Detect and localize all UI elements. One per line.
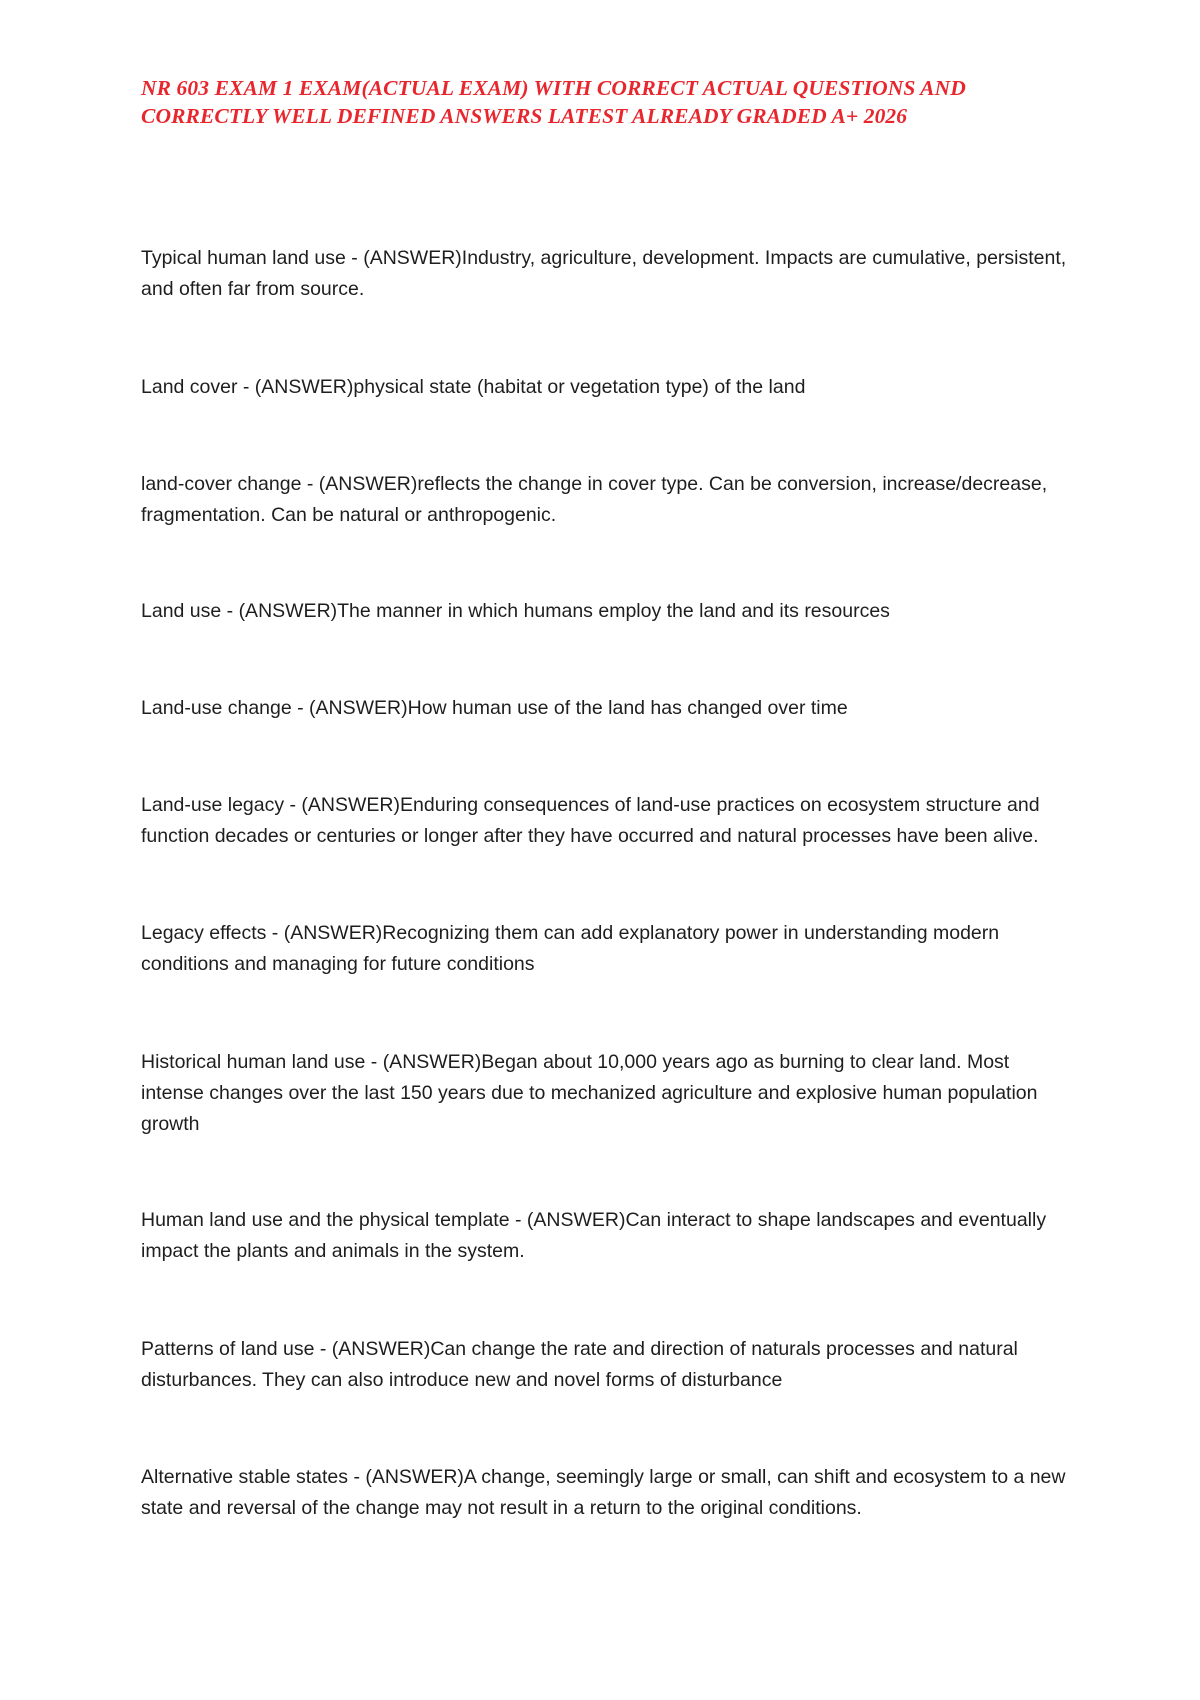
document-title: NR 603 EXAM 1 EXAM(ACTUAL EXAM) WITH CORRECT ACTUAL QUESTIONS AND CORRECTLY WELL DEFINED ANSWERS LATEST ALREADY GRADED A+ 2026 — [141, 76, 966, 128]
qa-entry-human-land-use-physical-template: Human land use and the physical template - (ANSWER)Can interact to shape landscapes and eventually impact the plants and animals in the system. — [141, 1209, 1047, 1262]
qa-entry-land-use-legacy: Land-use legacy - (ANSWER)Enduring consequences of land-use practices on ecosystem structure and function decades or centuries or longer after they have occurred and natural processes have been alive. — [141, 794, 1040, 847]
qa-entry-land-use-change: Land-use change - (ANSWER)How human use of the land has changed over time — [141, 697, 848, 719]
qa-entry-land-cover-change: land-cover change - (ANSWER)reflects the change in cover type. Can be conversion, increase/decrease, fragmentation. Can be natural or anthropogenic. — [141, 473, 1048, 526]
qa-entry-patterns-of-land-use: Patterns of land use - (ANSWER)Can change the rate and direction of naturals processes and natural disturbances. They can also introduce new and novel forms of disturbance — [141, 1338, 1018, 1391]
qa-entry-land-cover: Land cover - (ANSWER)physical state (habitat or vegetation type) of the land — [141, 376, 806, 398]
qa-entry-historical-human-land-use: Historical human land use - (ANSWER)Began about 10,000 years ago as burning to clear land. Most intense changes over the last 150 years due to mechanized agriculture and explosive human population growth — [141, 1051, 1038, 1135]
qa-entry-typical-human-land-use: Typical human land use - (ANSWER)Industry, agriculture, development. Impacts are cumulative, persistent, and often far from source. — [141, 247, 1067, 300]
qa-entry-alternative-stable-states: Alternative stable states - (ANSWER)A change, seemingly large or small, can shift and ecosystem to a new state and reversal of the change may not result in a return to the original conditions. — [141, 1466, 1066, 1519]
qa-entry-land-use: Land use - (ANSWER)The manner in which humans employ the land and its resources — [141, 600, 890, 622]
qa-entry-legacy-effects: Legacy effects - (ANSWER)Recognizing them can add explanatory power in understanding modern conditions and managing for future conditions — [141, 922, 1000, 975]
